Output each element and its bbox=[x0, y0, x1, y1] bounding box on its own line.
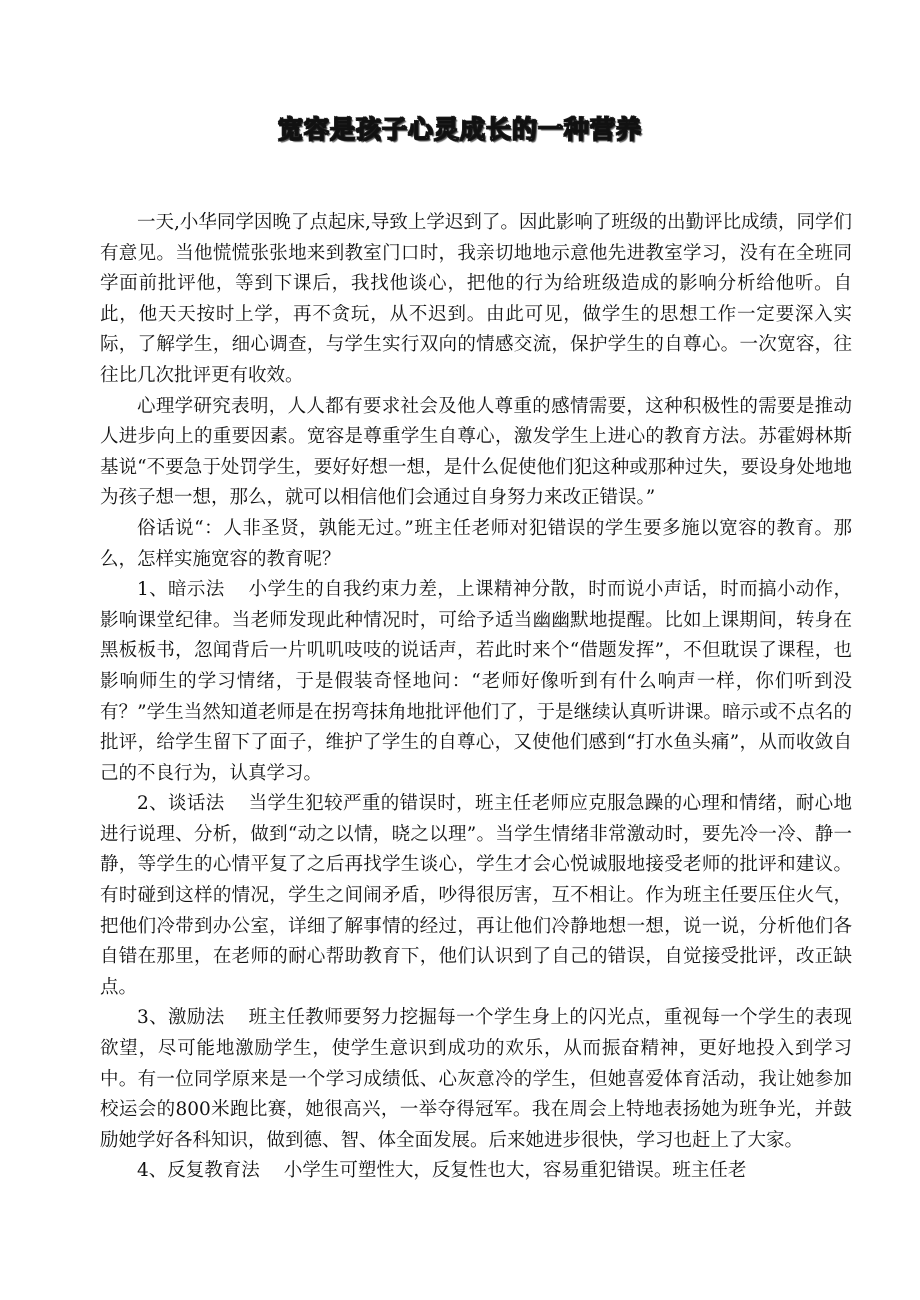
paragraph-intro-story: 一天,小华同学因晚了点起床,导致上学迟到了。因此影响了班级的出勤评比成绩，同学们有意见。当他慌慌张张地来到教室门口时，我亲切地地示意他先进教室学习，没有在全班同学面前批评他，等到下课后，我找他谈心，把他的行为给班级造成的影响分析给他听。自此，他天天按时上学，再不贪玩，从不迟到。由此可见，做学生的思想工作一定要深入实际，了解学生，细心调查，与学生实行双向的情感交流，保护学生的自尊心。一次宽容，往往比几次批评更有收效。 bbox=[100, 212, 852, 386]
method-label: 4、反复教育法 bbox=[137, 1160, 260, 1182]
method-hint bbox=[100, 575, 852, 789]
method-label: 3、激励法 bbox=[137, 1007, 225, 1029]
method-label: 1、暗示法 bbox=[137, 579, 225, 601]
method-encourage bbox=[100, 1003, 852, 1156]
method-text: 班主任教师要努力挖掘每一个学生身上的闪光点，重视每一个学生的表现欲望，尽可能地激励学生，使学生意识到成功的欢乐，从而振奋精神，更好地投入到学习中。有一位同学原来是一个学习成绩低、心灰意冷的学生，但她喜爱体育活动，我让她参加校运会的800米跑比赛，她很高兴，一举夺得冠军。我在周会上特地表扬她为班争光，并鼓励她学好各科知识，做到德、智、体全面发展。后来她进步很快，学习也赶上了大家。 bbox=[100, 1007, 852, 1151]
method-text: 当学生犯较严重的错误时，班主任老师应克服急躁的心理和情绪，耐心地进行说理、分析，做到“动之以情，晓之以理”。当学生情绪非常激动时，要先冷一冷、静一静，等学生的心情平复了之后再找学生谈心，学生才会心悦诚服地接受老师的批评和建议。有时碰到这样的情况，学生之间闹矛盾，吵得很厉害，互不相让。作为班主任要压住火气，把他们冷带到办公室，详细了解事情的经过，再让他们冷静地想一想，说一说，分析他们各自错在那里，在老师的耐心帮助教育下，他们认识到了自己的错误，自觉接受批评，改正缺点。 bbox=[100, 793, 852, 998]
paragraph-proverb: 俗话说“：人非圣贤，孰能无过。”班主任老师对犯错误的学生要多施以宽容的教育。那么，怎样实施宽容的教育呢？ bbox=[100, 517, 852, 570]
document-title: 宽容是孩子心灵成长的一种营养 bbox=[277, 115, 642, 144]
method-label: 2、谈话法 bbox=[137, 793, 225, 815]
paragraph-psychology: 心理学研究表明，人人都有要求社会及他人尊重的感情需要，这种积极性的需要是推动人进步向上的重要因素。宽容是尊重学生自尊心，激发学生上进心的教育方法。苏霍姆林斯基说“不要急于处罚学生，要好好想一想，是什么促使他们犯这种或那种过失，要设身处地地为孩子想一想，那么，就可以相信他们会通过自身努力来改正错误。” bbox=[100, 395, 852, 509]
method-repeat bbox=[100, 1156, 852, 1187]
method-text: 小学生的自我约束力差，上课精神分散，时而说小声话，时而搞小动作，影响课堂纪律。当老师发现此种情况时，可给予适当幽幽默地提醒。比如上课期间，转身在黑板板书，忽闻背后一片叽叽吱吱的说话声，若此时来个“借题发挥”，不但耽误了课程，也影响师生的学习情绪，于是假装奇怪地问：“老师好像听到有什么响声一样，你们听到没有？”学生当然知道老师是在拐弯抹角地批评他们了，于是继续认真听讲课。暗示或不点名的批评，给学生留下了面子，维护了学生的自尊心，又使他们感到“打水鱼头痛”，从而收敛自己的不良行为，认真学习。 bbox=[100, 579, 852, 784]
method-text: 小学生可塑性大，反复性也大，容易重犯错误。班主任老 bbox=[283, 1160, 747, 1182]
document-body bbox=[100, 208, 852, 1187]
method-talk bbox=[100, 789, 852, 1003]
